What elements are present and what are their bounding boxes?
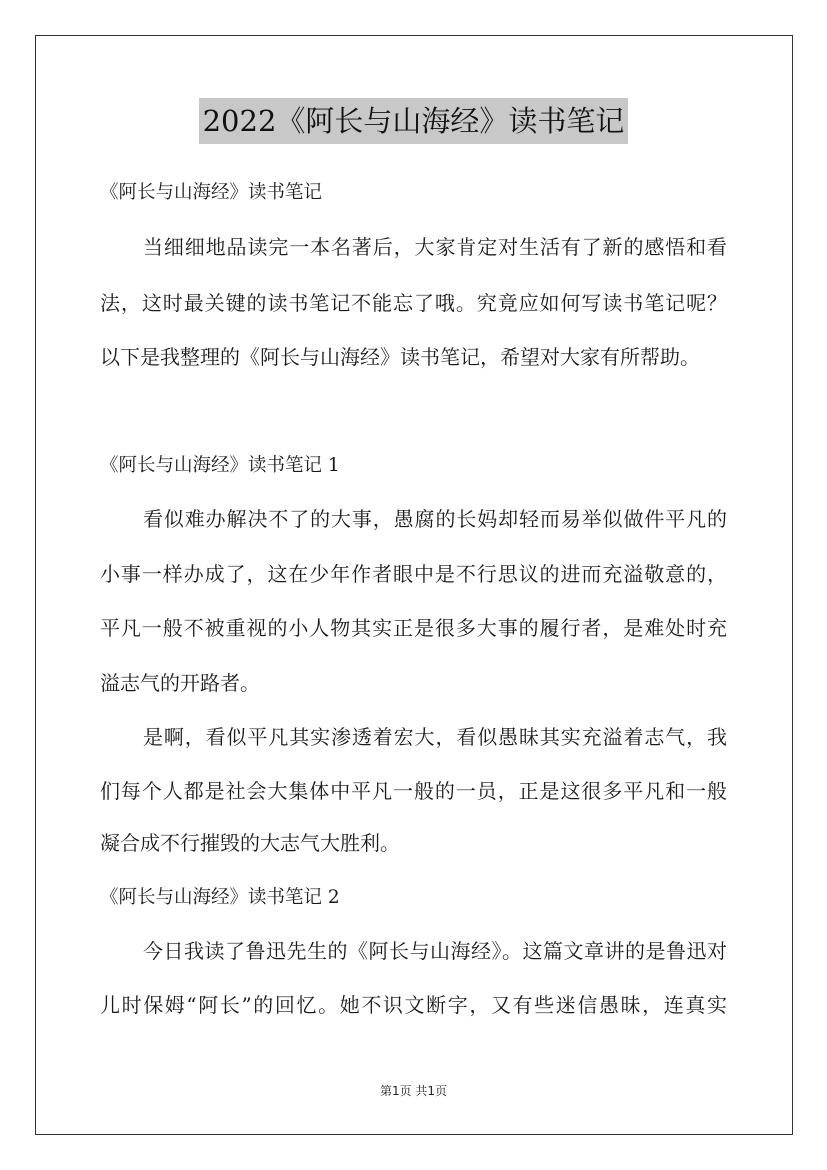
note2-p1-line: 儿时保姆“阿长”的回忆。她不识文断字，又有些迷信愚昧，连真实 bbox=[100, 993, 727, 1017]
note1-p1-line: 平凡一般不被重视的小人物其实正是很多大事的履行者，是难处时充 bbox=[100, 616, 727, 640]
page-footer bbox=[0, 1083, 827, 1099]
note2-p1-line: 今日我读了鲁迅先生的《阿长与山海经》。这篇文章讲的是鲁迅对 bbox=[143, 939, 727, 963]
note1-p2-line: 凝合成不行摧毁的大志气大胜利。 bbox=[100, 831, 400, 855]
note1-p2-line: 是啊，看似平凡其实渗透着宏大，看似愚昧其实充溢着志气，我 bbox=[143, 725, 727, 749]
document-title: 2022《阿长与山海经》读书笔记 bbox=[199, 98, 629, 144]
intro-line: 以下是我整理的《阿长与山海经》读书笔记，希望对大家有所帮助。 bbox=[100, 345, 700, 369]
title-container bbox=[0, 98, 827, 144]
note1-p1-line: 看似难办解决不了的大事，愚腐的长妈却轻而易举似做件平凡的 bbox=[143, 507, 727, 531]
note2-heading: 《阿长与山海经》读书笔记 2 bbox=[100, 887, 340, 908]
intro-heading: 《阿长与山海经》读书笔记 bbox=[100, 182, 323, 203]
intro-line: 当细细地品读完一本名著后，大家肯定对生活有了新的感悟和看 bbox=[143, 235, 727, 259]
note1-p1-line: 小事一样办成了，这在少年作者眼中是不行思议的进而充溢敬意的， bbox=[100, 562, 727, 586]
note1-p1-line: 溢志气的开路者。 bbox=[100, 671, 260, 695]
note1-heading: 《阿长与山海经》读书笔记 1 bbox=[100, 455, 340, 476]
note1-p2-line: 们每个人都是社会大集体中平凡一般的一员，正是这很多平凡和一般 bbox=[100, 779, 727, 803]
intro-line: 法，这时最关键的读书笔记不能忘了哦。究竟应如何写读书笔记呢？ bbox=[100, 291, 727, 315]
page-indicator: 第1页 共1页 bbox=[379, 1084, 448, 1098]
